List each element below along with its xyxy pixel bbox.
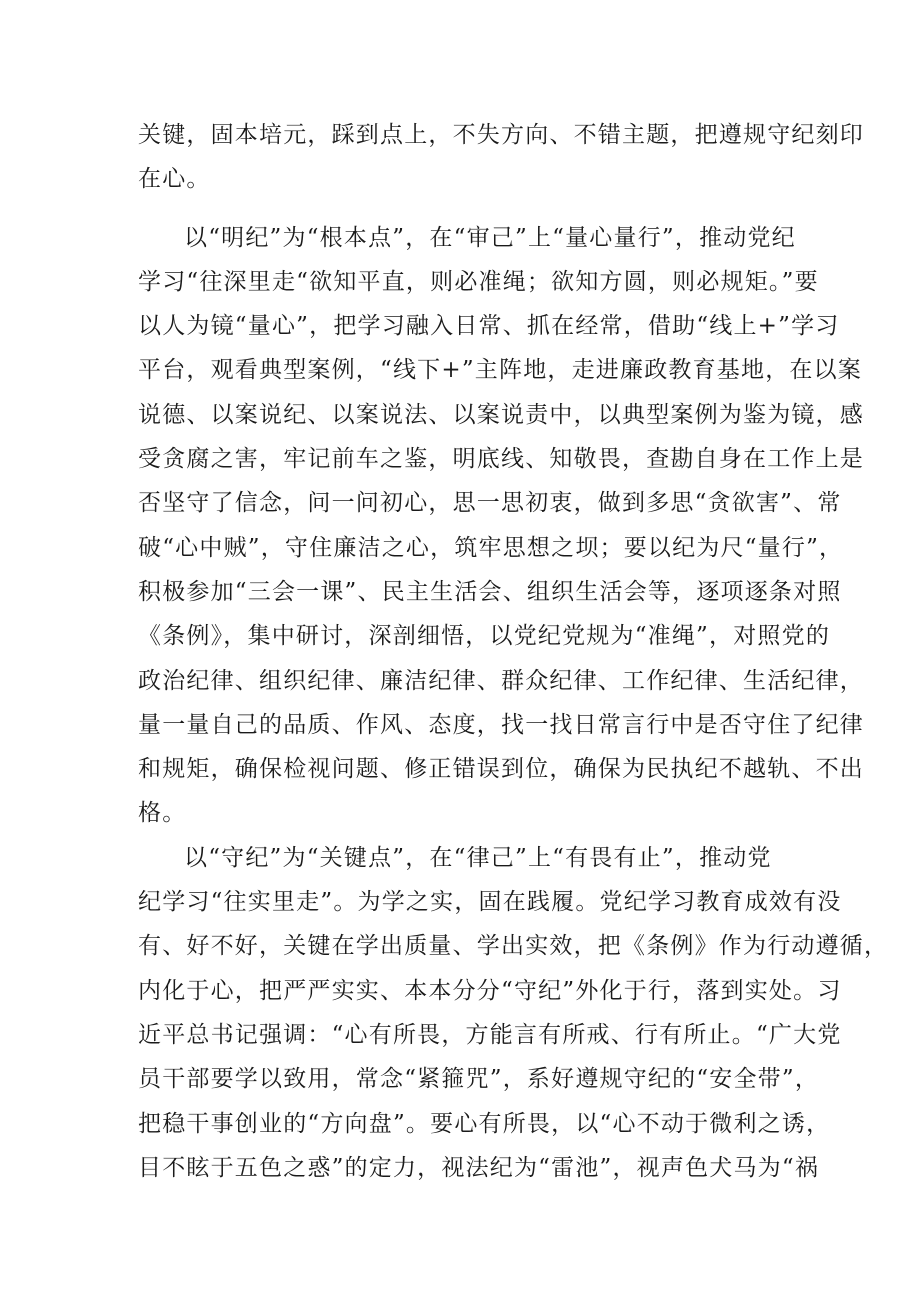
text-line: 量一量自己的品质、作风、态度，找一找日常言行中是否守住了纪律 [138,711,864,738]
body-text [138,113,889,1190]
text-line: 平台，观看典型案例，“线下+”主阵地，走进廉政教育基地，在以案 [138,357,862,384]
text-line: 纪学习“往实里走”。为学之实，固在践履。党纪学习教育成效有没 [138,889,842,916]
text-line: 以“明纪”为“根本点”，在“审己”上“量心量行”，推动党纪 [184,224,796,251]
text-line: 积极参加“三会一课”、民主生活会、组织生活会等，逐项逐条对照 [138,578,842,605]
text-line: 关键，固本培元，踩到点上，不失方向、不错主题，把遵规守纪刻印 [138,122,864,148]
text-line: 内化于心，把严严实实、本本分分“守纪”外化于行，落到实处。习 [138,977,842,1004]
text-line: 和规矩，确保检视问题、修正错误到位，确保为民执纪不越轨、不出 [138,756,864,783]
text-line: 有、好不好，关键在学出质量、学出实效，把《条例》作为行动遵循， [138,933,889,960]
text-line: 以“守纪”为“关键点”，在“律己”上“有畏有止”，推动党 [184,844,772,871]
text-line: 《条例》，集中研讨，深剖细悟，以党纪党规为“准绳”，对照党的 [138,623,831,650]
text-line: 否坚守了信念，问一问初心，思一思初衷，做到多思“贪欲害”、常 [138,490,842,517]
paragraph-2 [138,216,864,836]
text-line: 近平总书记强调：“心有所畏，方能言有所戒、行有所止。“广大党 [138,1021,842,1048]
text-line: 在心。 [138,166,211,193]
text-line: 以人为镜“量心”，把学习融入日常、抓在经常，借助“线上+”学习 [138,313,840,340]
text-line: 政治纪律、组织纪律、廉洁纪律、群众纪律、工作纪律、生活纪律， [138,667,864,694]
text-line: 把稳干事创业的“方向盘”。要心有所畏，以“心不动于微利之诱， [138,1110,831,1137]
text-line: 说德、以案说纪、以案说法、以案说责中，以典型案例为鉴为镜，感 [138,401,864,428]
paragraph-3 [138,836,889,1190]
text-line: 员干部要学以致用，常念“紧箍咒”，系好遵规守纪的“安全带”， [138,1066,820,1093]
text-line: 破“心中贼”，守住廉洁之心，筑牢思想之坝；要以纪为尺“量行”， [138,534,844,561]
text-line: 受贪腐之害，牢记前车之鉴，明底线、知敬畏，查勘自身在工作上是 [138,446,864,473]
paragraph-gap [138,202,798,216]
text-line: 格。 [138,800,187,827]
paragraph-1 [138,113,864,202]
text-line: 目不眩于五色之惑”的定力，视法纪为“雷池”，视声色犬马为“祸 [138,1154,820,1181]
text-line: 学习“往深里走“欲知平直，则必准绳；欲知方圆，则必规矩。”要 [138,268,819,295]
